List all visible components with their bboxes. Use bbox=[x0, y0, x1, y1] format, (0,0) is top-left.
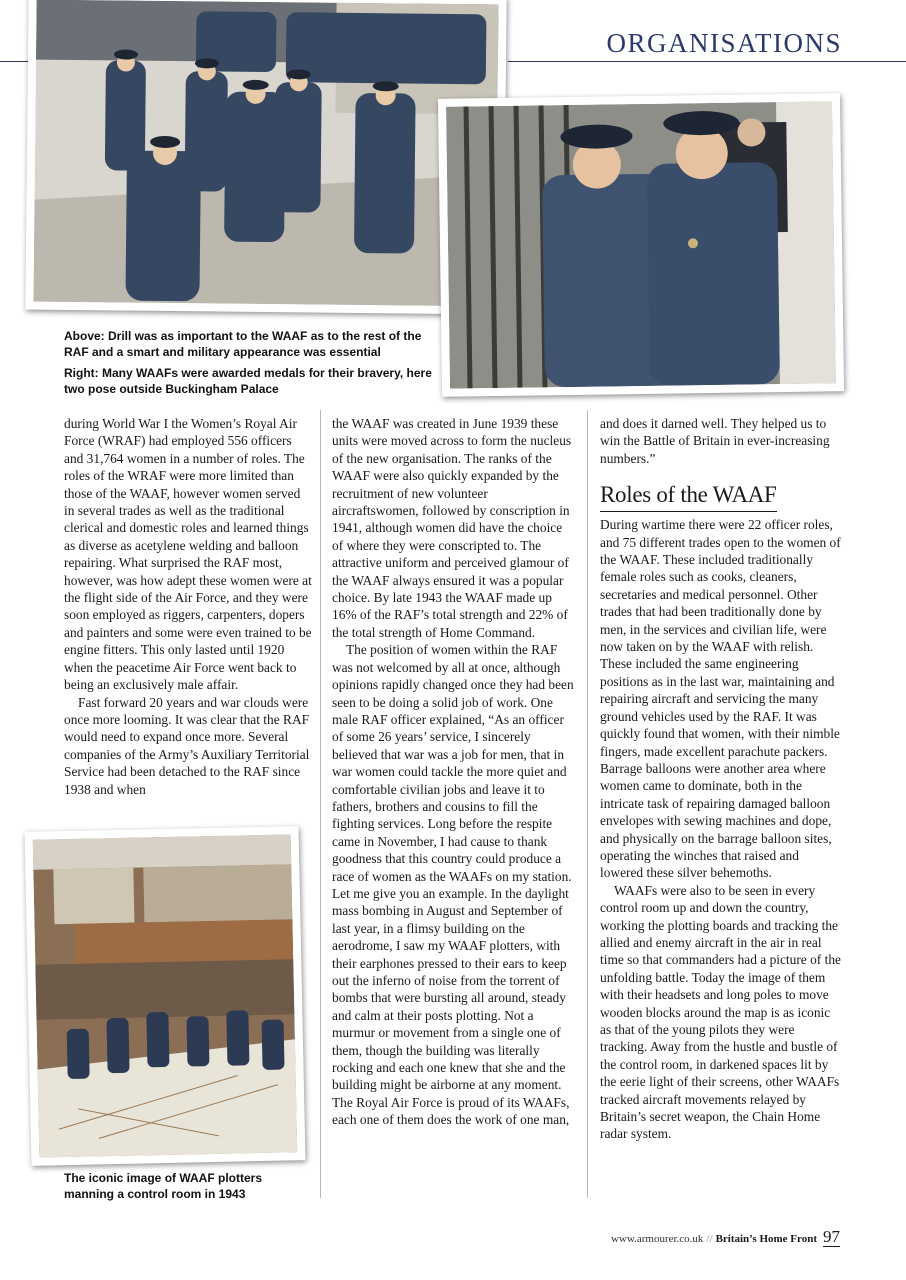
photo-marching-waafs bbox=[25, 0, 506, 314]
caption-above-text: Drill was as important to the WAAF as to the rest of the RAF and a smart and military appearance was essential bbox=[64, 329, 422, 359]
caption-plotters: The iconic image of WAAF plotters manning a control room in 1943 bbox=[64, 1171, 263, 1201]
column-divider-1 bbox=[320, 410, 321, 1198]
footer-separator: // bbox=[706, 1233, 713, 1245]
caption-right bbox=[64, 365, 434, 397]
marching-waafs-image bbox=[33, 0, 498, 306]
caption-right-lead: Right: bbox=[64, 366, 99, 380]
subheading-roles: Roles of the WAAF bbox=[600, 481, 777, 512]
article-paragraph: during World War I the Women’s Royal Air Force (WRAF) had employed 556 officers and 31,764 women in a number of roles. The roles of the WRAF were more limited than those of the WAAF, however women served in several trades as well as the traditional clerical and domestic roles and learned things as diverse as acetylene welding and balloon repairing. What surprised the RAF most, however, was how adept these women were at the flight side of the Air Force, and they were soon employed as riggers, carpenters, dopers and painters and some were even trained to be engine fitters. This only lasted until 1920 when the peacetime Air Force went back to being an exclusively male affair. bbox=[64, 416, 312, 693]
footer-magazine: Britain’s Home Front bbox=[715, 1233, 817, 1245]
header-rule-right bbox=[508, 61, 906, 62]
page-footer bbox=[611, 1227, 840, 1247]
article-paragraph: WAAFs were also to be seen in every control room up and down the country, working the plotting boards and tracking the allied and enemy aircraft in the air in real time so that commanders had a picture of the unfolding battle. Today the image of them with their headsets and long poles to move wooden blocks around the map is as iconic as that of the young pilots they were tracking. Away from the hustle and bustle of the control room, in darkened spaces lit by the eerie light of their screens, other WAAFs tracked aircraft movements relayed by Britain’s secret weapon, the Chain Home radar system. bbox=[600, 882, 841, 1142]
article-paragraph: During wartime there were 22 officer roles, and 75 different trades open to the women of the WAAF. These included traditionally female roles such as cooks, cleaners, secretaries and medical personnel. Other trades that had been traditionally done by men, in the services and civilian life, were now taken on by the WAAF with relish. These included the same engineering positions as in the last war, maintaining and repairing aircraft and servicing the many ground vehicles used by the RAF. It was quickly found that women, with their nimble fingers, made excellent parachute packers. Barrage balloons were another area where women came to dominate, both in the intricate task of repairing damaged balloon envelopes with sewing machines and dope, and physically on the barrage balloon sites, operating the winches that raised and lowered these silver behemoths. bbox=[600, 517, 841, 881]
photo-waaf-plotters bbox=[25, 826, 306, 1166]
caption-above-lead: Above: bbox=[64, 329, 105, 343]
medal-waafs-image bbox=[446, 101, 836, 388]
article-paragraph: and does it darned well. They helped us to win the Battle of Britain in ever-increasing numbers.” bbox=[600, 416, 830, 466]
article-paragraph: Fast forward 20 years and war clouds were once more looming. It was clear that the RAF would need to expand once more. Several companies of the Army’s Auxiliary Territorial Service had been detached to the RAF since 1938 and when bbox=[64, 694, 310, 797]
article-column-2 bbox=[332, 415, 576, 1129]
section-title: ORGANISATIONS bbox=[606, 28, 842, 58]
page-number: 97 bbox=[823, 1227, 840, 1246]
article-paragraph: the WAAF was created in June 1939 these units were moved across to form the nucleus of the new organisation. The ranks of the WAAF were also quickly expanded by the recruitment of new volunteer aircraftswomen, followed by conscription in 1941, although women did have the choice of where they were conscripted to. The attractive uniform and perceived glamour of the WAAF always ensured it was a popular choice. By late 1943 the WAAF made up 16% of the RAF’s total strength and 22% of the total strength of Home Command. bbox=[332, 416, 572, 640]
footer-url[interactable]: www.armourer.co.uk bbox=[610, 1233, 704, 1245]
article-column-1 bbox=[64, 415, 312, 798]
column-divider-2 bbox=[587, 410, 588, 1198]
photo-medal-waafs bbox=[438, 93, 844, 397]
article-paragraph: The position of women within the RAF was not welcomed by all at once, although opinions rapidly changed once they had been seen to be doing a solid job of work. One male RAF officer explained, “As an officer of some 26 years’ service, I sincerely believed that war was a job for men, that in war women could tackle the more quiet and comfortable civilian jobs and leave it to fathers, brothers and cousins to fill the fighting services. Long before the respite came in November, I had cause to thank goodness that this country could produce a race of women as the WAAFs on my station. Let me give you an example. In the daylight mass bombing in August and September of last year, in a flimsy building on the aerodrome, I saw my WAAF plotters, with their earphones pressed to their ears to keep out the inferno of noise from the torrent of bombs that were bursting all around, steady and calm at their posts plotting. Not a murmur or movement from a single one of them, though the building was literally rocking and each one knew that she and the building might be airborne at any moment. The Royal Air Force is proud of its WAAFs, each one of them does the work of one man, bbox=[332, 642, 574, 1128]
article-column-3 bbox=[600, 415, 842, 1143]
caption-above bbox=[64, 328, 434, 360]
caption-right-text: Many WAAFs were awarded medals for their bravery, here two pose outside Buckingham Palace bbox=[64, 366, 432, 396]
waaf-plotters-image bbox=[33, 834, 298, 1157]
